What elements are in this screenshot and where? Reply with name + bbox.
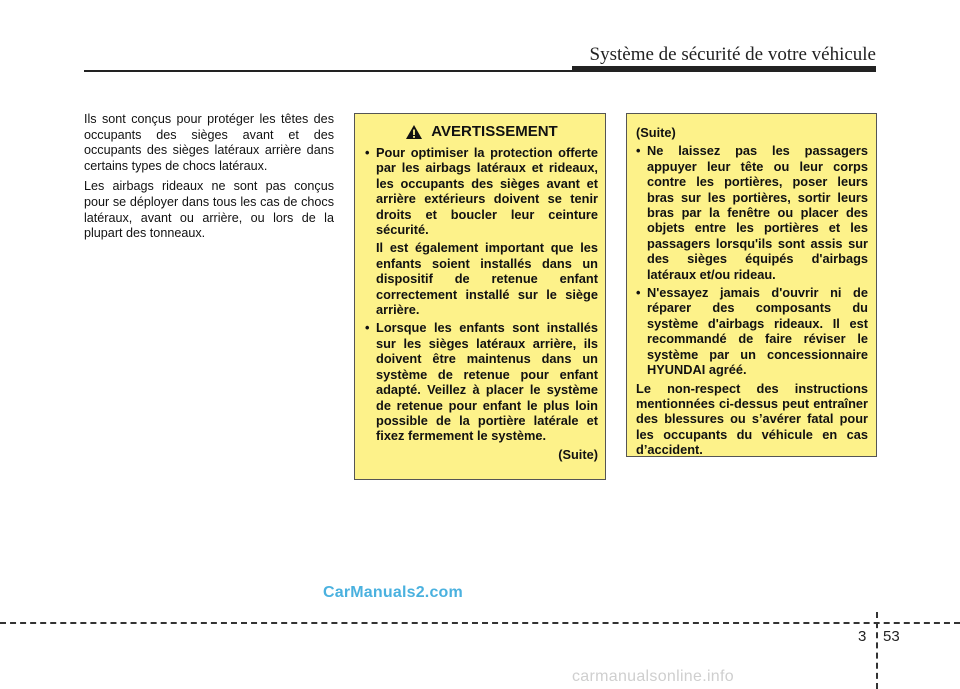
warning-bullet: [365, 145, 598, 317]
body-text-column: [84, 112, 334, 247]
continued-label: (Suite): [558, 446, 598, 462]
warning-closing: Le non-respect des instructions mentionnées ci-dessus peut entraîner des blessures ou s’avérer fatal pour les occupants du véhicule en cas d’accident.: [636, 380, 868, 458]
warning-bullet-text: N'essayez jamais d'ouvrir ni de réparer des composants du système d'airbags rideaux. Il est recommandé de faire réviser le système par un concessionnaire HYUNDAI agréé.: [647, 285, 868, 378]
warning-bullet-text: Ne laissez pas les passagers appuyer leur tête ou leur corps contre les portières, poser leurs bras sur les portières, sortir leurs bras par la fenêtre ou placer des objets entre les portières et les passagers lorsqu'ils sont assis sur des sièges équipés d'airbags latéraux et/ou rideau.: [647, 143, 868, 282]
chapter-number: 3: [858, 628, 867, 645]
warning-triangle-icon: [405, 124, 423, 140]
body-paragraph: Les airbags rideaux ne sont pas conçus pour se déployer dans tous les cas de chocs latéraux, avant ou arrière, ou lors de la plupart des tonneaux.: [84, 179, 334, 241]
footer-rule: [0, 622, 960, 624]
warning-bullet: [365, 320, 598, 443]
body-paragraph: Ils sont conçus pour protéger les têtes des occupants des sièges avant et des occupants des sièges latéraux arrière dans certains types de chocs latéraux.: [84, 112, 334, 173]
page-number: 53: [883, 628, 900, 645]
warning-list: [365, 145, 598, 444]
footer-divider: [876, 612, 878, 689]
warning-heading: [365, 124, 598, 140]
watermark-logo: CarManuals2.com: [323, 584, 463, 601]
continued-label: (Suite): [636, 125, 676, 140]
page-title: Système de sécurité de votre véhicule: [589, 44, 876, 65]
warning-bullet-text: Lorsque les enfants sont installés sur les sièges latéraux arrière, ils doivent être maintenus dans un système de retenue pour enfant adapté. Veillez à placer le système de retenue pour enfant le plus loin possible de la portière latérale et fixez fermement le système.: [376, 320, 598, 444]
warning-bullet-text: Pour optimiser la protection offerte par les airbags latéraux et rideaux, les occupants des sièges avant et arrière extérieurs doivent se tenir droits et boucler leur ceinture sécurité.: [376, 145, 598, 238]
header-rule-accent: [572, 66, 876, 72]
warning-subparagraph: Il est également important que les enfants soient installés dans un dispositif de retenue enfant correctement installé sur le siège arrière.: [376, 240, 598, 318]
warning-title: AVERTISSEMENT: [431, 123, 558, 141]
warning-bullet: [636, 285, 868, 377]
warning-list: [636, 143, 868, 377]
warning-box-left: [354, 113, 606, 480]
site-watermark: carmanualsonline.info: [572, 668, 734, 685]
warning-bullet: [636, 143, 868, 282]
warning-box-right: [626, 113, 877, 457]
